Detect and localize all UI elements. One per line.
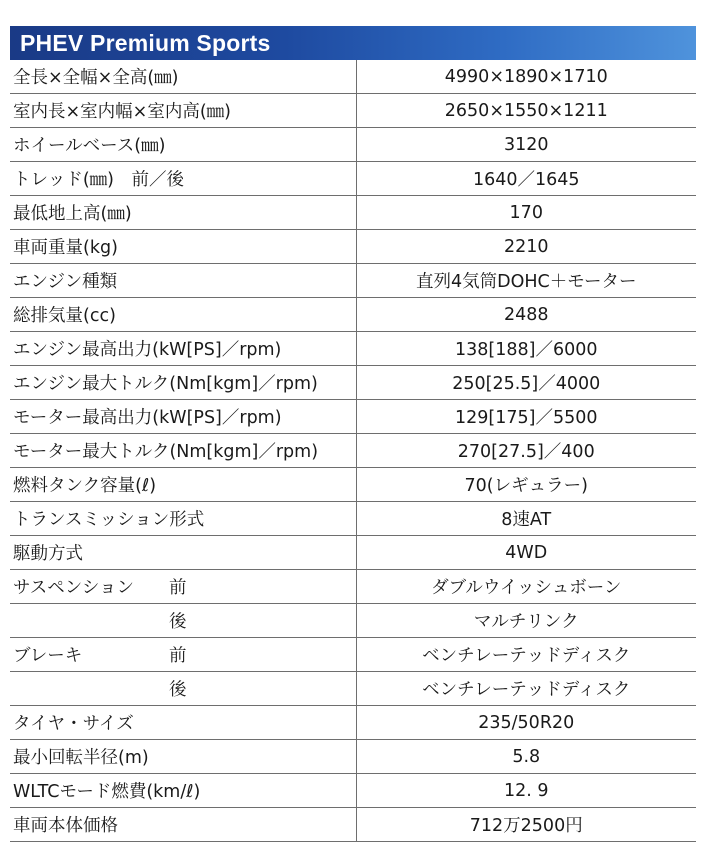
spec-label: モーター最高出力(kW[PS]／rpm) bbox=[13, 408, 282, 428]
spec-label-cell bbox=[10, 468, 356, 502]
spec-value: 12. 9 bbox=[356, 774, 696, 808]
spec-sublabel: 後 bbox=[169, 680, 187, 700]
spec-label-cell bbox=[10, 196, 356, 230]
spec-label-cell bbox=[10, 706, 356, 740]
spec-label-cell bbox=[10, 298, 356, 332]
spec-label-cell bbox=[10, 502, 356, 536]
spec-sublabel: 後 bbox=[169, 612, 187, 632]
spec-label-cell bbox=[10, 60, 356, 94]
spec-label: トランスミッション形式 bbox=[13, 510, 205, 530]
spec-value: 5.8 bbox=[356, 740, 696, 774]
spec-label-cell bbox=[10, 672, 356, 706]
spec-value: 250[25.5]／4000 bbox=[356, 366, 696, 400]
spec-label-cell bbox=[10, 434, 356, 468]
spec-label: 最低地上高(㎜) bbox=[13, 204, 132, 224]
spec-label-cell bbox=[10, 604, 356, 638]
spec-value: ダブルウイッシュボーン bbox=[356, 570, 696, 604]
spec-sublabel: 前 bbox=[169, 578, 187, 598]
spec-label-cell bbox=[10, 400, 356, 434]
spec-value: 2650×1550×1211 bbox=[356, 94, 696, 128]
spec-label: エンジン種類 bbox=[13, 272, 118, 292]
spec-value: 1640／1645 bbox=[356, 162, 696, 196]
spec-value: ベンチレーテッドディスク bbox=[356, 672, 696, 706]
spec-value: 270[27.5]／400 bbox=[356, 434, 696, 468]
spec-label: サスペンション bbox=[13, 578, 135, 598]
spec-value: 4WD bbox=[356, 536, 696, 570]
spec-value: ベンチレーテッドディスク bbox=[356, 638, 696, 672]
spec-sublabel: 前 bbox=[169, 646, 187, 666]
table-row bbox=[10, 468, 696, 502]
spec-label: 総排気量(cc) bbox=[13, 306, 116, 326]
spec-value: 8速AT bbox=[356, 502, 696, 536]
spec-label: 全長×全幅×全高(㎜) bbox=[13, 68, 179, 88]
table-row bbox=[10, 400, 696, 434]
spec-value: 2210 bbox=[356, 230, 696, 264]
spec-value: 4990×1890×1710 bbox=[356, 60, 696, 94]
spec-label-cell bbox=[10, 570, 356, 604]
table-row bbox=[10, 60, 696, 94]
spec-label: エンジン最大トルク(Nm[kgm]／rpm) bbox=[13, 374, 318, 394]
spec-label-cell bbox=[10, 230, 356, 264]
table-row bbox=[10, 774, 696, 808]
table-row bbox=[10, 264, 696, 298]
spec-label: 最小回転半径(m) bbox=[13, 748, 149, 768]
table-row bbox=[10, 128, 696, 162]
table-row bbox=[10, 536, 696, 570]
spec-value: 235/50R20 bbox=[356, 706, 696, 740]
table-row bbox=[10, 298, 696, 332]
spec-label: トレッド(㎜) 前／後 bbox=[13, 170, 184, 190]
spec-label: 室内長×室内幅×室内高(㎜) bbox=[13, 102, 231, 122]
table-row bbox=[10, 502, 696, 536]
spec-label-cell bbox=[10, 808, 356, 842]
spec-label-cell bbox=[10, 264, 356, 298]
spec-value: マルチリンク bbox=[356, 604, 696, 638]
table-row bbox=[10, 672, 696, 706]
spec-label: エンジン最高出力(kW[PS]／rpm) bbox=[13, 340, 282, 360]
spec-value: 138[188]／6000 bbox=[356, 332, 696, 366]
spec-label: タイヤ・サイズ bbox=[13, 714, 134, 734]
table-row bbox=[10, 366, 696, 400]
spec-label-cell bbox=[10, 94, 356, 128]
table-row bbox=[10, 434, 696, 468]
spec-value: 170 bbox=[356, 196, 696, 230]
table-row bbox=[10, 94, 696, 128]
table-row bbox=[10, 230, 696, 264]
spec-value: 129[175]／5500 bbox=[356, 400, 696, 434]
spec-value: 3120 bbox=[356, 128, 696, 162]
spec-label: ホイールベース(㎜) bbox=[13, 136, 166, 156]
spec-label-cell bbox=[10, 774, 356, 808]
table-row bbox=[10, 332, 696, 366]
spec-value: 2488 bbox=[356, 298, 696, 332]
table-row bbox=[10, 638, 696, 672]
spec-value: 70(レギュラー) bbox=[356, 468, 696, 502]
spec-label: 車両重量(kg) bbox=[13, 238, 118, 258]
spec-label-cell bbox=[10, 366, 356, 400]
spec-sheet bbox=[10, 26, 696, 842]
spec-label-cell bbox=[10, 332, 356, 366]
table-row bbox=[10, 162, 696, 196]
spec-label-cell bbox=[10, 740, 356, 774]
table-row bbox=[10, 570, 696, 604]
page-title: PHEV Premium Sports bbox=[20, 29, 271, 56]
spec-label-cell bbox=[10, 162, 356, 196]
spec-value: 直列4気筒DOHC＋モーター bbox=[356, 264, 696, 298]
spec-table bbox=[10, 60, 696, 842]
table-row bbox=[10, 604, 696, 638]
spec-label: モーター最大トルク(Nm[kgm]／rpm) bbox=[13, 442, 319, 462]
spec-label: WLTCモード燃費(km/ℓ) bbox=[13, 782, 201, 802]
table-row bbox=[10, 808, 696, 842]
spec-label-cell bbox=[10, 536, 356, 570]
table-row bbox=[10, 706, 696, 740]
table-row bbox=[10, 196, 696, 230]
spec-label: 燃料タンク容量(ℓ) bbox=[13, 476, 157, 496]
spec-label: 車両本体価格 bbox=[13, 816, 118, 836]
spec-label-cell bbox=[10, 128, 356, 162]
spec-label-cell bbox=[10, 638, 356, 672]
spec-label: ブレーキ bbox=[13, 646, 83, 666]
title-bar bbox=[10, 26, 696, 60]
spec-label: 駆動方式 bbox=[13, 544, 83, 564]
table-row bbox=[10, 740, 696, 774]
spec-value: 712万2500円 bbox=[356, 808, 696, 842]
